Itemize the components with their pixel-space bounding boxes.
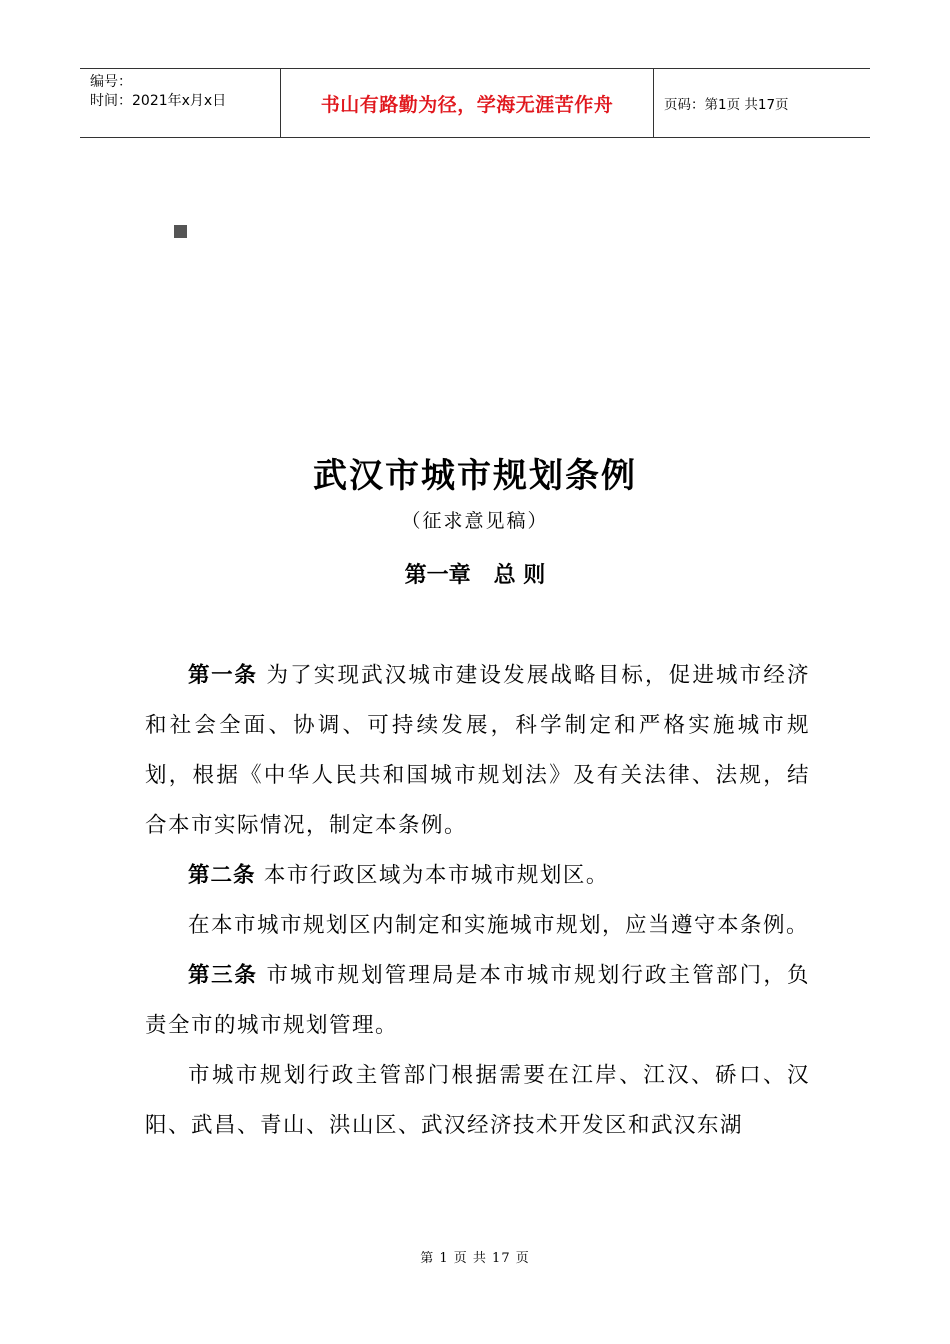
- article-label: 第一条: [188, 663, 258, 688]
- header-motto-cell: [281, 69, 654, 137]
- page-footer: 第 1 页 共 17 页: [420, 1251, 530, 1266]
- square-bullet-icon: [174, 225, 187, 238]
- header-page-label: 页码：第1页 共17页: [664, 97, 789, 113]
- chapter-heading: 第一章 总 则: [404, 563, 546, 588]
- header-motto: 书山有路勤为径，学海无涯苦作舟: [320, 93, 614, 116]
- article-paragraph: [145, 951, 810, 1051]
- article-text: 市城市规划管理局是本市城市规划行政主管部门，负责全市的城市规划管理。: [145, 963, 810, 1038]
- article-text: 市城市规划行政主管部门根据需要在江岸、江汉、硚口、汉阳、武昌、青山、洪山区、武汉经济技术开发区和武汉东湖: [145, 1063, 810, 1138]
- article-label: 第二条: [188, 863, 256, 888]
- article-paragraph: [145, 851, 810, 901]
- document-time-label: 时间：2021年x月x日: [90, 93, 227, 109]
- article-text: 本市行政区域为本市城市规划区。: [255, 863, 609, 888]
- header-table: [80, 68, 870, 138]
- article-text: 在本市城市规划区内制定和实施城市规划，应当遵守本条例。: [188, 913, 810, 938]
- document-subtitle: （征求意见稿）: [401, 510, 549, 532]
- article-paragraph: [145, 901, 810, 951]
- article-paragraph: [145, 1051, 810, 1151]
- header-meta-cell: [80, 69, 281, 137]
- article-paragraph: [145, 651, 810, 851]
- document-body: [145, 651, 810, 1151]
- document-title: 武汉市城市规划条例: [313, 456, 637, 496]
- article-label: 第三条: [188, 963, 258, 988]
- article-text: 为了实现武汉城市建设发展战略目标，促进城市经济和社会全面、协调、可持续发展，科学制定和严格实施城市规划，根据《中华人民共和国城市规划法》及有关法律、法规，结合本市实际情况，制定本条例。: [145, 663, 810, 838]
- header-page-cell: [654, 69, 870, 137]
- document-number-label: 编号：: [90, 74, 132, 90]
